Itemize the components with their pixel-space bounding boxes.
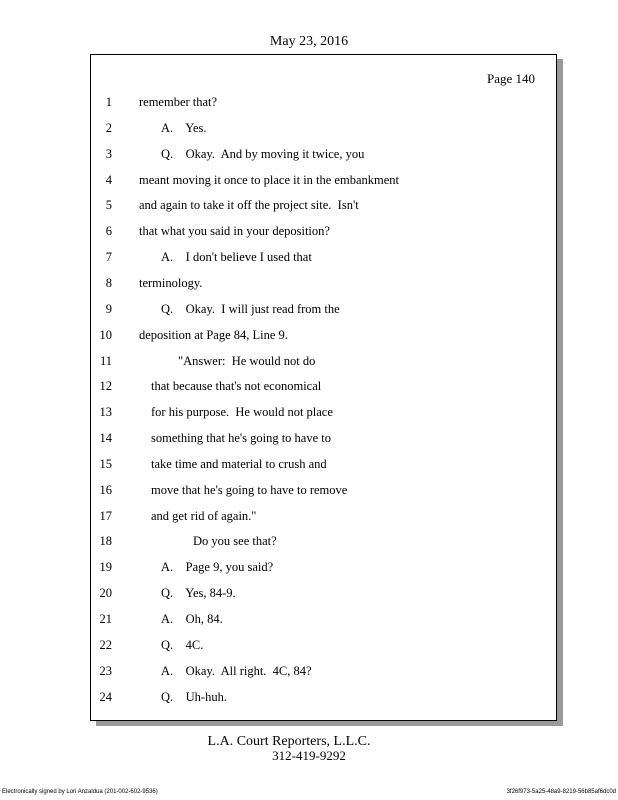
- line-number: 17: [99, 508, 112, 523]
- transcript-line: [0, 171, 618, 189]
- transcript-line: [0, 377, 618, 395]
- transcript-line: [0, 300, 618, 318]
- transcript-line: [0, 352, 618, 370]
- transcript-line: [0, 274, 618, 292]
- line-number: 20: [99, 586, 112, 601]
- line-number: 22: [99, 637, 112, 652]
- line-number: 19: [99, 560, 112, 575]
- transcript-line: [0, 222, 618, 240]
- line-text: Q. Yes, 84-9.: [161, 586, 236, 601]
- transcript-line: [0, 429, 618, 447]
- line-text: remember that?: [139, 95, 218, 109]
- line-number: 24: [99, 689, 112, 704]
- transcript-line: [0, 248, 618, 266]
- line-text: terminology.: [139, 275, 203, 290]
- line-number: 7: [105, 250, 112, 265]
- line-number: 12: [99, 379, 112, 394]
- line-number: 8: [105, 275, 112, 290]
- line-number: 2: [105, 120, 112, 135]
- line-text: take time and material to crush and: [151, 456, 327, 471]
- line-number: 18: [99, 534, 112, 549]
- transcript-line: [0, 584, 618, 602]
- line-text: meant moving it once to place it in the embankment: [139, 172, 399, 187]
- line-text: deposition at Page 84, Line 9.: [139, 327, 288, 342]
- line-number: 3: [105, 146, 112, 161]
- page-number: Page 140: [486, 71, 535, 86]
- line-number: 9: [105, 301, 112, 316]
- line-text: move that he's going to have to remove: [151, 482, 348, 497]
- transcript-line: [0, 558, 618, 576]
- line-text: Q. Okay. And by moving it twice, you: [161, 146, 365, 161]
- transcript-line: [0, 610, 618, 628]
- transcript-line: [0, 455, 618, 473]
- line-text: Q. Okay. I will just read from the: [161, 301, 340, 316]
- transcript-date: May 23, 2016: [269, 34, 349, 49]
- line-text: Do you see that?: [193, 534, 277, 549]
- line-text: something that he's going to have to: [151, 431, 332, 446]
- line-number: 1: [105, 95, 112, 109]
- transcript-line: [0, 532, 618, 550]
- line-text: that because that's not economical: [151, 379, 322, 394]
- line-text: Q. 4C.: [161, 637, 204, 652]
- line-text: and again to take it off the project site. Isn't: [139, 198, 359, 213]
- line-number: 14: [99, 431, 112, 446]
- document-hash: 3f26f973-5a25-48a9-8219-56b85af6dc0d: [506, 789, 616, 795]
- line-text: A. Page 9, you said?: [161, 560, 274, 575]
- line-number: 16: [99, 482, 112, 497]
- line-text: A. Oh, 84.: [161, 612, 223, 626]
- transcript-line: [0, 196, 618, 214]
- line-text: A. Yes.: [161, 120, 207, 135]
- line-text: A. I don't believe I used that: [161, 250, 312, 265]
- line-text: and get rid of again.": [151, 508, 257, 523]
- transcript-line: [0, 403, 618, 421]
- transcript-line: [0, 507, 618, 525]
- line-number: 15: [99, 456, 112, 471]
- line-number: 5: [105, 198, 112, 213]
- reporter-company: L.A. Court Reporters, L.L.C.: [207, 734, 371, 749]
- transcript-line: [0, 145, 618, 163]
- reporter-phone: 312-419-9292: [272, 748, 346, 763]
- line-number: 23: [99, 663, 112, 678]
- transcript-line: [0, 93, 618, 111]
- line-text: that what you said in your deposition?: [139, 224, 330, 239]
- line-number: 4: [105, 172, 112, 187]
- line-number: 11: [99, 353, 112, 368]
- line-text: A. Okay. All right. 4C, 84?: [161, 663, 312, 678]
- line-text: for his purpose. He would not place: [151, 405, 333, 420]
- line-number: 13: [99, 405, 112, 420]
- line-text: Q. Uh-huh.: [161, 689, 227, 704]
- line-text: "Answer: He would not do: [178, 353, 316, 368]
- line-number: 21: [99, 612, 112, 626]
- transcript-line: [0, 481, 618, 499]
- transcript-line: [0, 662, 618, 680]
- transcript-line: [0, 119, 618, 137]
- transcript-line: [0, 326, 618, 344]
- line-number: 10: [99, 327, 112, 342]
- line-number: 6: [105, 224, 112, 239]
- transcript-line: [0, 688, 618, 706]
- transcript-line: [0, 636, 618, 654]
- electronic-signature: Electronically signed by Lori Anzaldua (201-002-602-9536): [2, 789, 158, 795]
